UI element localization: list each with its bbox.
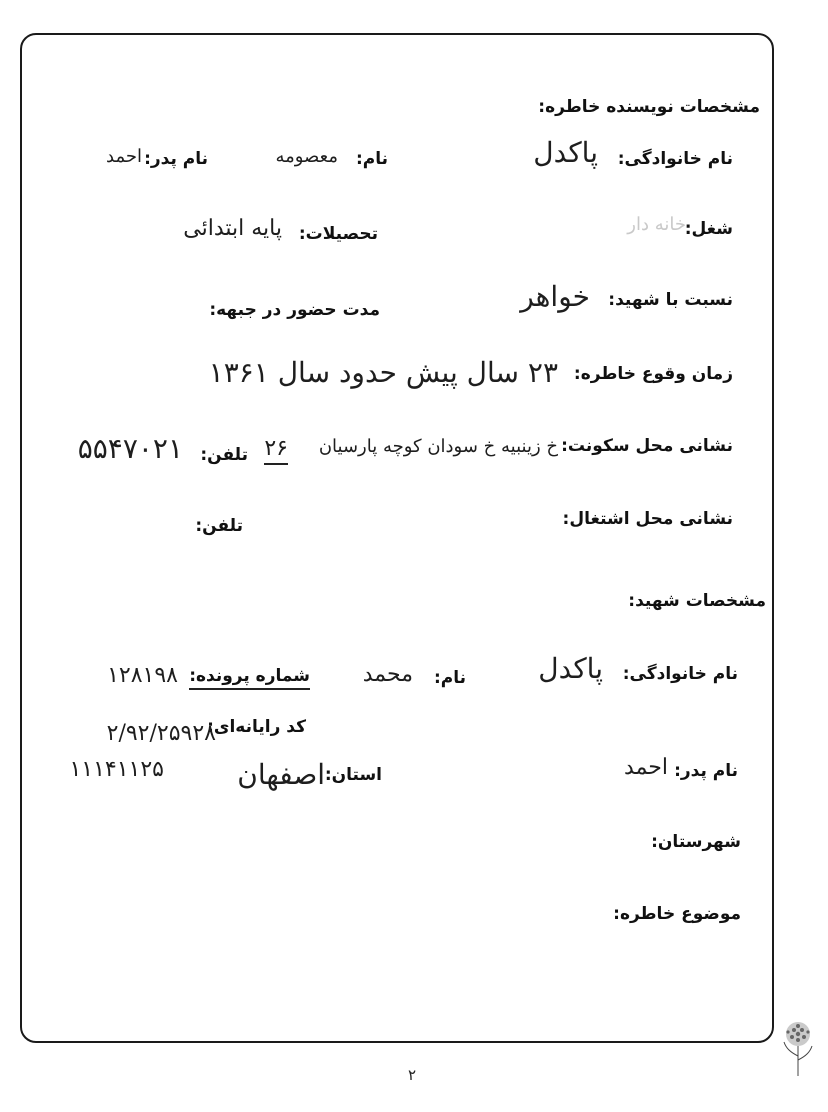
martyr-province-label: استان: bbox=[324, 765, 382, 785]
writer-job-label: شغل: bbox=[684, 219, 733, 239]
writer-section-title: مشخصات نویسنده خاطره: bbox=[538, 97, 760, 117]
martyr-county-label: شهرستان: bbox=[651, 832, 741, 852]
writer-first-name-value: معصومه bbox=[275, 146, 338, 167]
writer-job-value: خانه دار bbox=[627, 214, 686, 235]
martyr-computer-code-label: کد رایانه‌ای: bbox=[207, 717, 306, 737]
martyr-file-number-value: ۱۲۸۱۹۸ bbox=[107, 663, 178, 688]
writer-relation-label: نسبت با شهید: bbox=[608, 290, 733, 310]
page-number: ۲ bbox=[408, 1066, 417, 1084]
martyr-family-name-value: پاکدل bbox=[538, 652, 603, 685]
martyr-family-name-label: نام خانوادگی: bbox=[622, 664, 738, 684]
writer-home-address-label: نشانی محل سکونت: bbox=[561, 436, 733, 456]
writer-relation-value: خواهر bbox=[520, 280, 590, 313]
writer-home-address-value: خ زینبیه خ سودان کوچه پارسیان bbox=[318, 436, 558, 457]
form-frame bbox=[20, 33, 774, 1043]
writer-work-phone-label: تلفن: bbox=[195, 516, 243, 536]
martyr-memory-subject-label: موضوع خاطره: bbox=[613, 904, 741, 924]
martyr-section-title: مشخصات شهید: bbox=[628, 591, 766, 611]
writer-father-name-value: احمد bbox=[106, 146, 142, 167]
martyr-computer-code-value-2: ۱۱۱۴۱۱۲۵ bbox=[69, 757, 164, 782]
writer-education-label: تحصیلات: bbox=[298, 224, 378, 244]
writer-family-name-value: پاکدل bbox=[533, 136, 598, 169]
writer-home-phone-value: ۵۵۴۷۰۲۱ bbox=[77, 432, 183, 465]
writer-event-time-label: زمان وقوع خاطره: bbox=[573, 364, 733, 384]
writer-work-address-label: نشانی محل اشتغال: bbox=[562, 509, 733, 529]
martyr-computer-code-value: ۲/۹۲/۲۵۹۲۸ bbox=[106, 721, 216, 746]
flower-ornament-icon bbox=[772, 1012, 824, 1078]
writer-first-name-label: نام: bbox=[355, 149, 388, 169]
martyr-first-name-value: محمد bbox=[362, 662, 413, 687]
martyr-first-name-label: نام: bbox=[433, 668, 466, 688]
writer-father-name-label: نام پدر: bbox=[144, 149, 208, 169]
martyr-father-name-label: نام پدر: bbox=[674, 761, 738, 781]
martyr-province-value: اصفهان bbox=[237, 758, 325, 791]
writer-home-address-number: ۲۶ bbox=[264, 436, 288, 465]
writer-education-value: پایه ابتدائی bbox=[183, 216, 282, 241]
writer-event-time-value: ۲۳ سال پیش حدود سال ۱۳۶۱ bbox=[208, 356, 558, 389]
martyr-father-name-value: احمد bbox=[624, 755, 668, 780]
martyr-file-number-label: شماره پرونده: bbox=[189, 666, 310, 690]
writer-front-duration-label: مدت حضور در جبهه: bbox=[209, 300, 380, 320]
writer-family-name-label: نام خانوادگی: bbox=[617, 149, 733, 169]
writer-home-phone-label: تلفن: bbox=[200, 445, 248, 465]
